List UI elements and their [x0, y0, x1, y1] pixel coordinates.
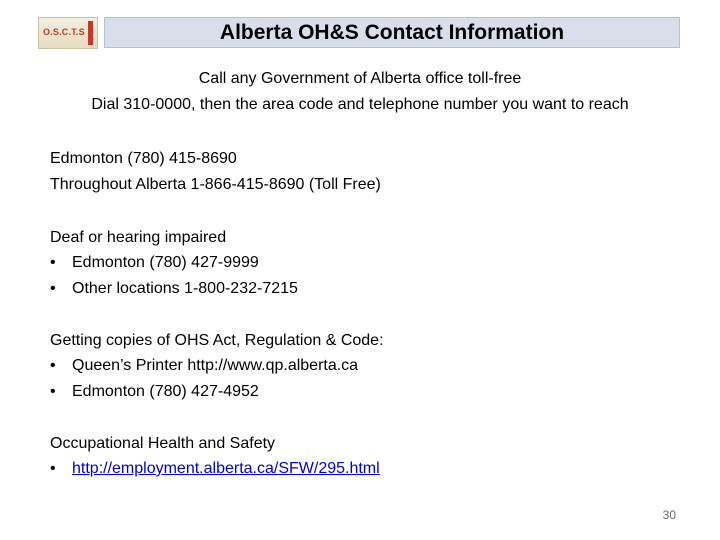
deaf-other-phone: Other locations 1-800-232-7215 — [72, 280, 298, 297]
list-item — [50, 357, 358, 375]
queens-printer-info: Queen’s Printer http://www.qp.alberta.ca — [72, 357, 359, 374]
alberta-toll-free-phone: Throughout Alberta 1-866-415-8690 (Toll Free) — [50, 176, 381, 193]
deaf-edmonton-phone: Edmonton (780) 427-9999 — [72, 254, 259, 271]
list-item — [50, 280, 298, 298]
list-item — [50, 383, 259, 401]
bullet-icon: • — [50, 357, 56, 374]
logo-accent-bar — [88, 21, 93, 45]
page-number: 30 — [662, 508, 676, 522]
list-item — [50, 460, 380, 478]
copies-heading: Getting copies of OHS Act, Regulation & Code: — [50, 332, 384, 349]
list-item — [50, 254, 259, 272]
deaf-heading: Deaf or hearing impaired — [50, 229, 227, 246]
page-title: Alberta OH&S Contact Information — [219, 20, 565, 44]
bullet-icon: • — [50, 460, 56, 477]
copies-edmonton-phone: Edmonton (780) 427-4952 — [72, 383, 259, 400]
bullet-icon: • — [50, 280, 56, 297]
intro-line-2: Dial 310-0000, then the area code and telephone number you want to reach — [91, 96, 629, 113]
bullet-icon: • — [50, 383, 56, 400]
ohs-website-link[interactable]: http://employment.alberta.ca/SFW/295.html — [72, 460, 380, 477]
osc-logo — [38, 17, 98, 49]
edmonton-phone: Edmonton (780) 415-8690 — [50, 150, 237, 167]
title-bar — [104, 17, 680, 48]
ohs-heading: Occupational Health and Safety — [50, 435, 276, 452]
logo-text: O.S.C.T.S — [43, 27, 85, 37]
bullet-icon: • — [50, 254, 56, 271]
intro-line-1: Call any Government of Alberta office toll-free — [198, 70, 522, 87]
